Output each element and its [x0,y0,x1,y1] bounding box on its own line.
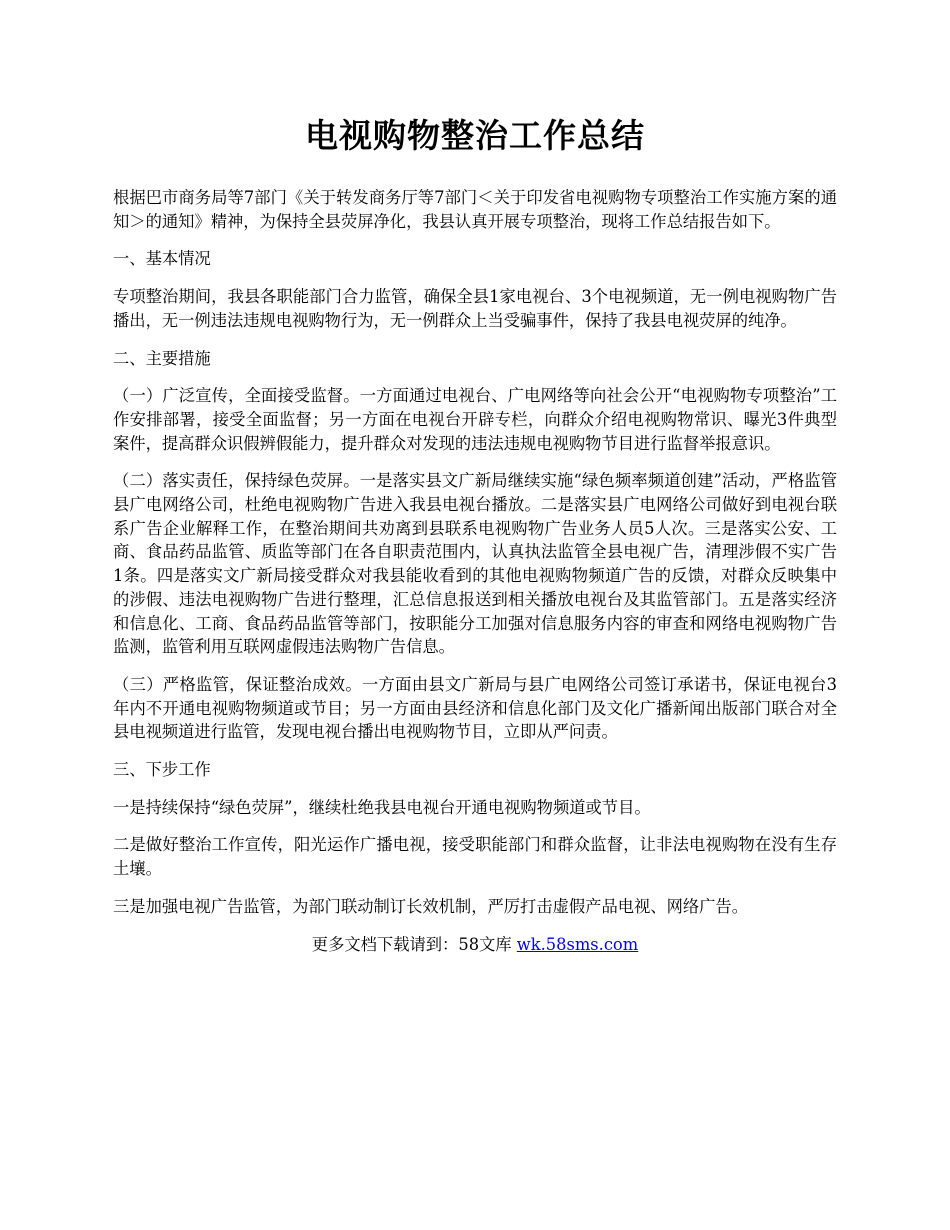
measure-paragraph: （三）严格监管，保证整治成效。一方面由县文广新局与县广电网络公司签订承诺书，保证电视台3年内不开通电视购物频道或节目；另一方面由县经济和信息化部门及文化广播新闻出版部门联合对全县电视频道进行监管，发现电视台播出电视购物节目，立即从严问责。 [113,674,837,742]
next-step-paragraph: 三是加强电视广告监管，为部门联动制订长效机制，严厉打击虚假产品电视、网络广告。 [113,896,748,916]
document-title: 电视购物整治工作总结 [305,116,645,155]
measure-paragraph: （一）广泛宣传，全面接受监督。一方面通过电视台、广电网络等向社会公开“电视购物专项整治”工作安排部署，接受全面监督；另一方面在电视台开辟专栏，向群众介绍电视购物常识、曝光3件典型案件，提高群众识假辨假能力，提升群众对发现的违法违规电视购物节目进行监督举报意识。 [113,386,837,453]
section-heading-next-steps: 三、下步工作 [113,760,211,780]
intro-paragraph: 根据巴市商务局等7部门《关于转发商务厅等7部门＜关于印发省电视购物专项整治工作实施方案的通知＞的通知》精神，为保持全县荧屏净化，我县认真开展专项整治，现将工作总结报告如下。 [113,188,837,231]
next-step-paragraph: 二是做好整治工作宣传，阳光运作广播电视，接受职能部门和群众监督，让非法电视购物在没有生存土壤。 [113,835,837,879]
measure-paragraph: （二）落实责任，保持绿色荧屏。一是落实县文广新局继续实施“绿色频率频道创建”活动，严格监管县广电网络公司，杜绝电视购物广告进入我县电视台播放。二是落实县广电网络公司做好到电视台联系广告企业解释工作，在整治期间共劝离到县联系电视购物广告业务人员5人次。三是落实公安、工商、食品药品监管、质监等部门在各自职责范围内，认真执法监管全县电视广告，清理涉假不实广告1条。四是落实文广新局接受群众对我县能收看到的其他电视购物频道广告的反馈，对群众反映集中的涉假、违法电视购物广告进行整理，汇总信息报送到相关播放电视台及其监管部门。五是落实经济和信息化、工商、食品药品监管等部门，按职能分工加强对信息服务内容的审查和网络电视购物广告监测，监管利用互联网虚假违法购物广告信息。 [113,471,837,657]
footer [113,933,837,957]
section-heading-basic: 一、基本情况 [113,249,211,269]
section-body-basic: 专项整治期间，我县各职能部门合力监管，确保全县1家电视台、3个电视频道，无一例电视购物广告播出，无一例违法违规电视购物行为，无一例群众上当受骗事件，保持了我县电视荧屏的纯净。 [113,287,837,330]
footer-link[interactable]: wk.58sms.com [516,934,639,954]
footer-text: 更多文档下载请到：58文库 [311,934,512,954]
section-heading-measures: 二、主要措施 [113,348,211,368]
next-step-paragraph: 一是持续保持“绿色荧屏”，继续杜绝我县电视台开通电视购物频道或节目。 [113,797,651,817]
